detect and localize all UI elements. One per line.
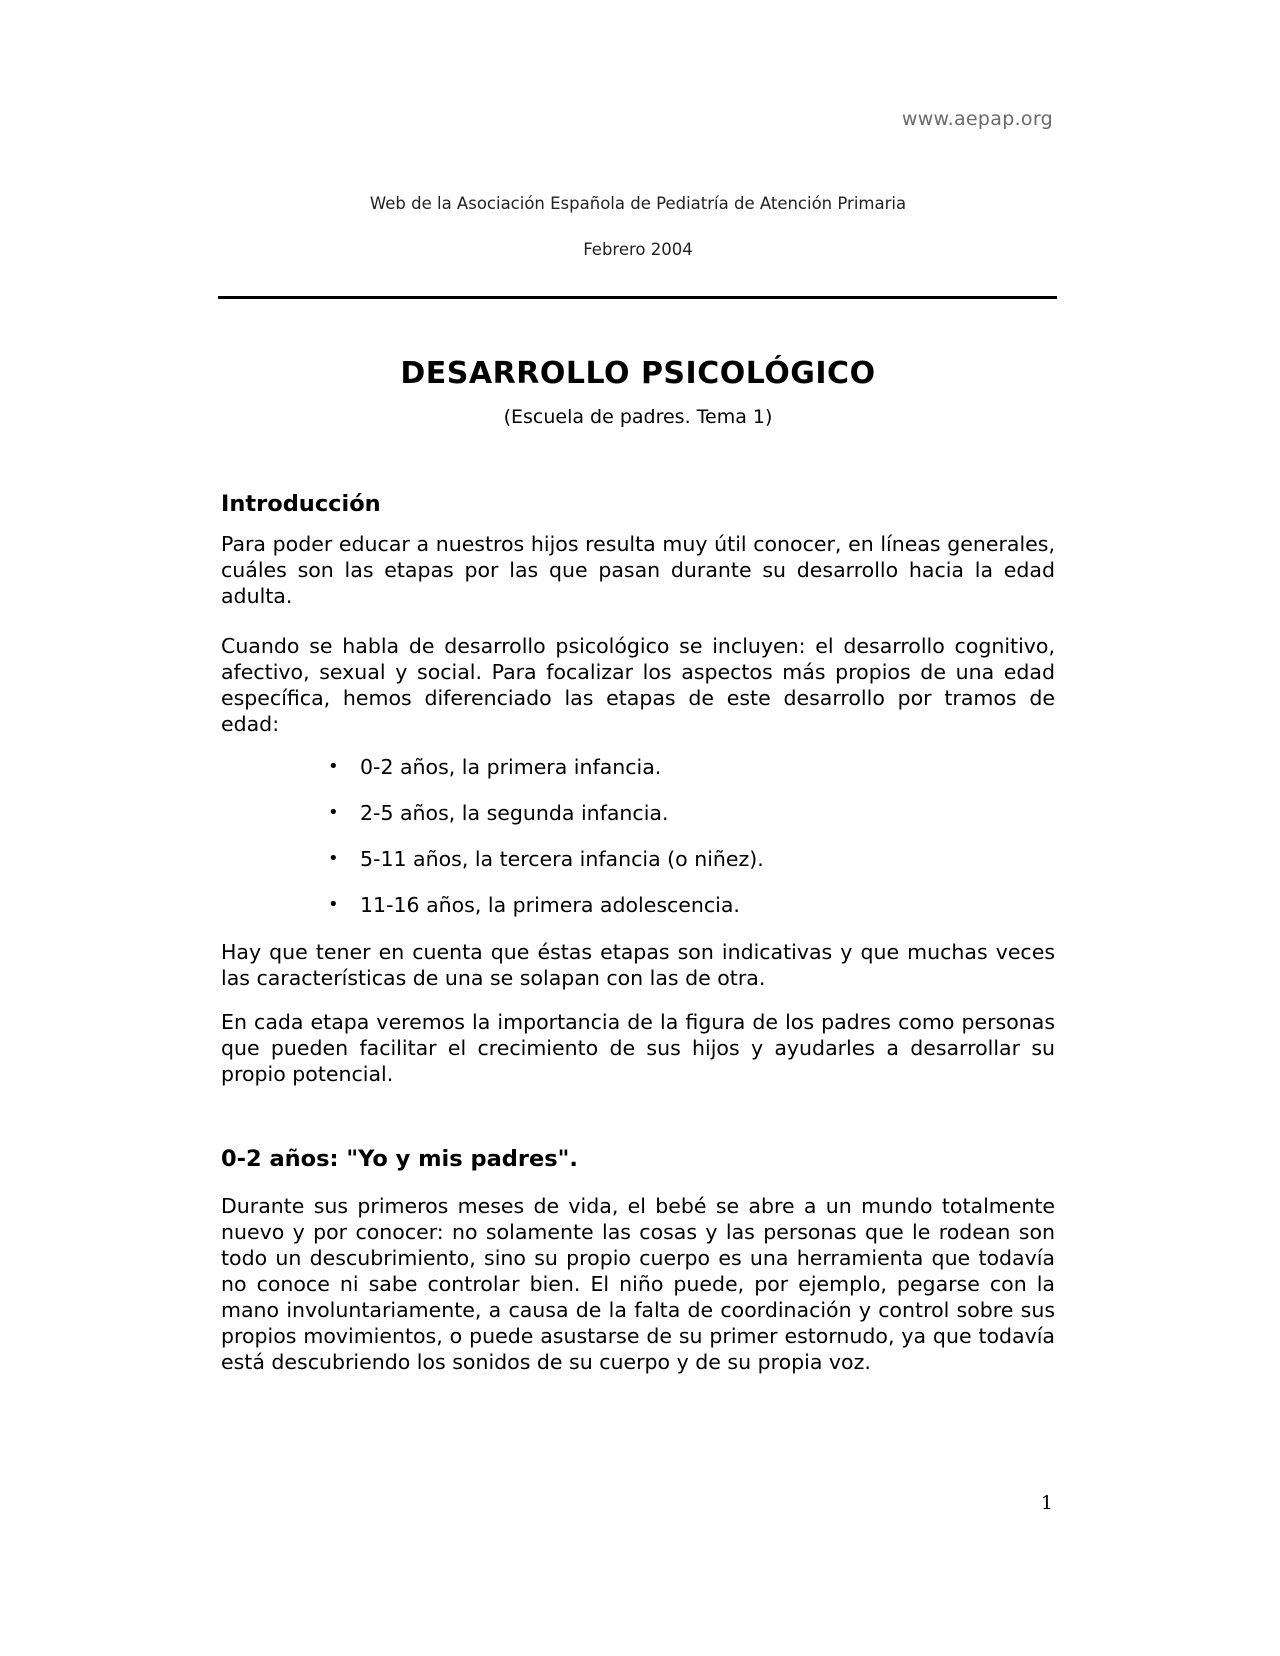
- section1-paragraph-1: Durante sus primeros meses de vida, el bebé se abre a un mundo totalmente nuevo y por conocer: no solamente las cosas y las personas que le rodean son todo un descubrimiento, sino su propio cuerpo es una herramienta que todavía no conoce ni sabe controlar bien. El niño puede, por ejemplo, pegarse con la mano involuntariamente, a causa de la falta de coordinación y control sobre sus propios movimientos, o puede asustarse de su primer estornudo, ya que todavía está descubriendo los sonidos de su cuerpo y de su propia voz.: [221, 1194, 1055, 1374]
- intro-paragraph-1-block: [221, 531, 1055, 609]
- section1-heading-block: [221, 1145, 1055, 1173]
- list-item: • 2-5 años, la segunda infancia.: [328, 801, 669, 825]
- section1-paragraph-1-block: [221, 1193, 1055, 1375]
- bullet-icon: •: [328, 848, 339, 869]
- header-date: Febrero 2004: [583, 240, 693, 259]
- list-item: • 11-16 años, la primera adolescencia.: [328, 893, 740, 917]
- page-subtitle: (Escuela de padres. Tema 1): [503, 406, 773, 428]
- bullet-icon: •: [328, 802, 339, 823]
- intro-paragraph-1: Para poder educar a nuestros hijos resulta muy útil conocer, en líneas generales, cuáles son las etapas por las que pasan durante su desarrollo hacia la edad adulta.: [221, 532, 1055, 608]
- intro-paragraph-4: En cada etapa veremos la importancia de la figura de los padres como personas que pueden facilitar el crecimiento de sus hijos y ayudarles a desarrollar su propio potencial.: [221, 1010, 1055, 1086]
- intro-paragraph-4-block: [221, 1009, 1055, 1087]
- section1-heading: 0-2 años: "Yo y mis padres".: [221, 1146, 578, 1172]
- page-title: DESARROLLO PSICOLÓGICO: [400, 356, 876, 391]
- bullet-icon: •: [328, 894, 339, 915]
- header-organization: Web de la Asociación Española de Pediatría de Atención Primaria: [369, 194, 907, 213]
- header-divider: [218, 296, 1057, 299]
- intro-paragraph-3-block: [221, 939, 1055, 991]
- intro-heading: Introducción: [221, 491, 381, 517]
- stages-list-block: [221, 754, 1055, 938]
- list-item: • 0-2 años, la primera infancia.: [328, 755, 662, 779]
- header-url: www.aepap.org: [901, 108, 1053, 130]
- intro-paragraph-2-block: [221, 633, 1055, 737]
- bullet-icon: •: [328, 756, 339, 777]
- page-number: 1: [1040, 1492, 1053, 1514]
- intro-paragraph-3: Hay que tener en cuenta que éstas etapas son indicativas y que muchas veces las características de una se solapan con las de otra.: [221, 940, 1055, 990]
- list-item: • 5-11 años, la tercera infancia (o niñez).: [328, 847, 764, 871]
- stages-list: [221, 754, 1055, 918]
- intro-paragraph-2: Cuando se habla de desarrollo psicológico se incluyen: el desarrollo cognitivo, afectivo, sexual y social. Para focalizar los aspectos más propios de una edad específica, hemos diferenciado las etapas de este desarrollo por tramos de edad:: [221, 634, 1055, 736]
- intro-heading-block: [221, 490, 1055, 518]
